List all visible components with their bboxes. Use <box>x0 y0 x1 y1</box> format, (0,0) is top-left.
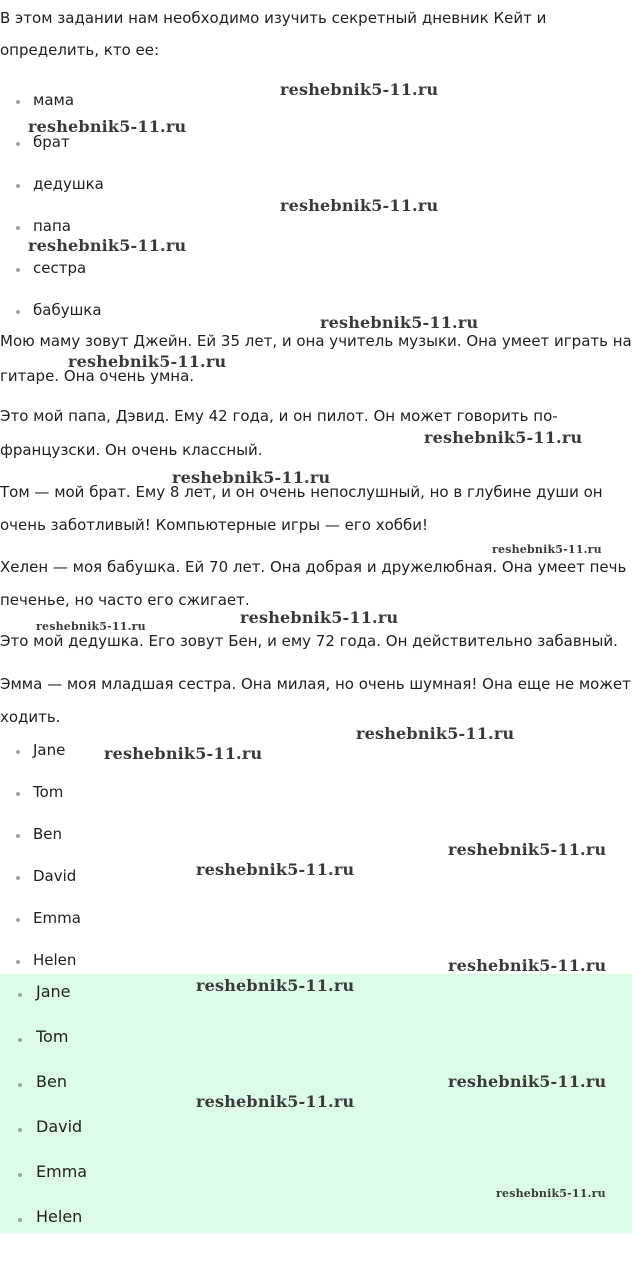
diary-line: Хелен — моя бабушка. Ей 70 лет. Она добрая и дружелюбная. Она умеет печь <box>0 558 627 576</box>
diary-line: Это мой дедушка. Его зовут Бен, и ему 72 года. Он действительно забавный. <box>0 632 618 650</box>
name-label: Helen <box>33 951 77 969</box>
name-label: Emma <box>33 909 81 927</box>
watermark: reshebnik5-11.ru <box>240 608 399 627</box>
bullet-icon <box>16 184 20 188</box>
bullet-icon <box>16 960 20 964</box>
watermark: reshebnik5-11.ru <box>28 117 187 136</box>
relative-label: сестра <box>33 259 87 277</box>
relative-label: бабушка <box>33 301 102 319</box>
answer-label: Helen <box>36 1207 83 1226</box>
bullet-icon <box>18 1038 22 1042</box>
bullet-icon <box>16 918 20 922</box>
bullet-icon <box>16 142 20 146</box>
watermark: reshebnik5-11.ru <box>196 976 355 995</box>
name-label: Jane <box>33 741 66 759</box>
watermark: reshebnik5-11.ru <box>196 860 355 879</box>
bullet-icon <box>16 876 20 880</box>
bullet-icon <box>16 750 20 754</box>
watermark: reshebnik5-11.ru <box>172 468 331 487</box>
answer-label: Tom <box>36 1027 69 1046</box>
answer-label: Jane <box>36 982 71 1001</box>
diary-line: Мою маму зовут Джейн. Ей 35 лет, и она учитель музыки. Она умеет играть на <box>0 332 632 350</box>
watermark: reshebnik5-11.ru <box>448 956 607 975</box>
bullet-icon <box>18 993 22 997</box>
diary-line: ходить. <box>0 708 61 726</box>
watermark: reshebnik5-11.ru <box>356 724 515 743</box>
diary-line: Это мой папа, Дэвид. Ему 42 года, и он пилот. Он может говорить по- <box>0 407 558 425</box>
relative-label: мама <box>33 91 75 109</box>
watermark: reshebnik5-11.ru <box>492 543 602 556</box>
watermark: reshebnik5-11.ru <box>320 313 479 332</box>
bullet-icon <box>18 1128 22 1132</box>
watermark: reshebnik5-11.ru <box>424 428 583 447</box>
name-label: David <box>33 867 77 885</box>
answer-label: Emma <box>36 1162 88 1181</box>
bullet-icon <box>16 268 20 272</box>
answer-label: David <box>36 1117 83 1136</box>
watermark: reshebnik5-11.ru <box>280 196 439 215</box>
name-label: Ben <box>33 825 63 843</box>
relative-label: дедушка <box>33 175 104 193</box>
name-label: Tom <box>33 783 64 801</box>
answer-label: Ben <box>36 1072 67 1091</box>
diary-line: Эмма — моя младшая сестра. Она милая, но очень шумная! Она еще не может <box>0 675 631 693</box>
intro-text: В этом задании нам необходимо изучить секретный дневник Кейт и определить, кто ее: <box>0 9 547 59</box>
watermark: reshebnik5-11.ru <box>448 1072 607 1091</box>
watermark: reshebnik5-11.ru <box>496 1187 606 1200</box>
watermark: reshebnik5-11.ru <box>104 744 263 763</box>
watermark: reshebnik5-11.ru <box>280 80 439 99</box>
bullet-icon <box>16 100 20 104</box>
watermark: reshebnik5-11.ru <box>196 1092 355 1111</box>
diary-line: очень заботливый! Компьютерные игры — его хобби! <box>0 516 429 534</box>
watermark: reshebnik5-11.ru <box>28 236 187 255</box>
diary-line: французски. Он очень классный. <box>0 441 263 459</box>
relative-label: брат <box>33 133 70 151</box>
bullet-icon <box>16 310 20 314</box>
bullet-icon <box>16 834 20 838</box>
diary-line: печенье, но часто его сжигает. <box>0 591 250 609</box>
watermark: reshebnik5-11.ru <box>36 620 146 633</box>
bullet-icon <box>16 792 20 796</box>
bullet-icon <box>18 1083 22 1087</box>
relative-label: папа <box>33 217 71 235</box>
watermark: reshebnik5-11.ru <box>68 352 227 371</box>
diary-line: Том — мой брат. Ему 8 лет, и он очень непослушный, но в глубине души он <box>0 483 603 501</box>
watermark: reshebnik5-11.ru <box>448 840 607 859</box>
bullet-icon <box>16 226 20 230</box>
bullet-icon <box>18 1173 22 1177</box>
diary-line: гитаре. Она очень умна. <box>0 367 195 385</box>
bullet-icon <box>18 1218 22 1222</box>
